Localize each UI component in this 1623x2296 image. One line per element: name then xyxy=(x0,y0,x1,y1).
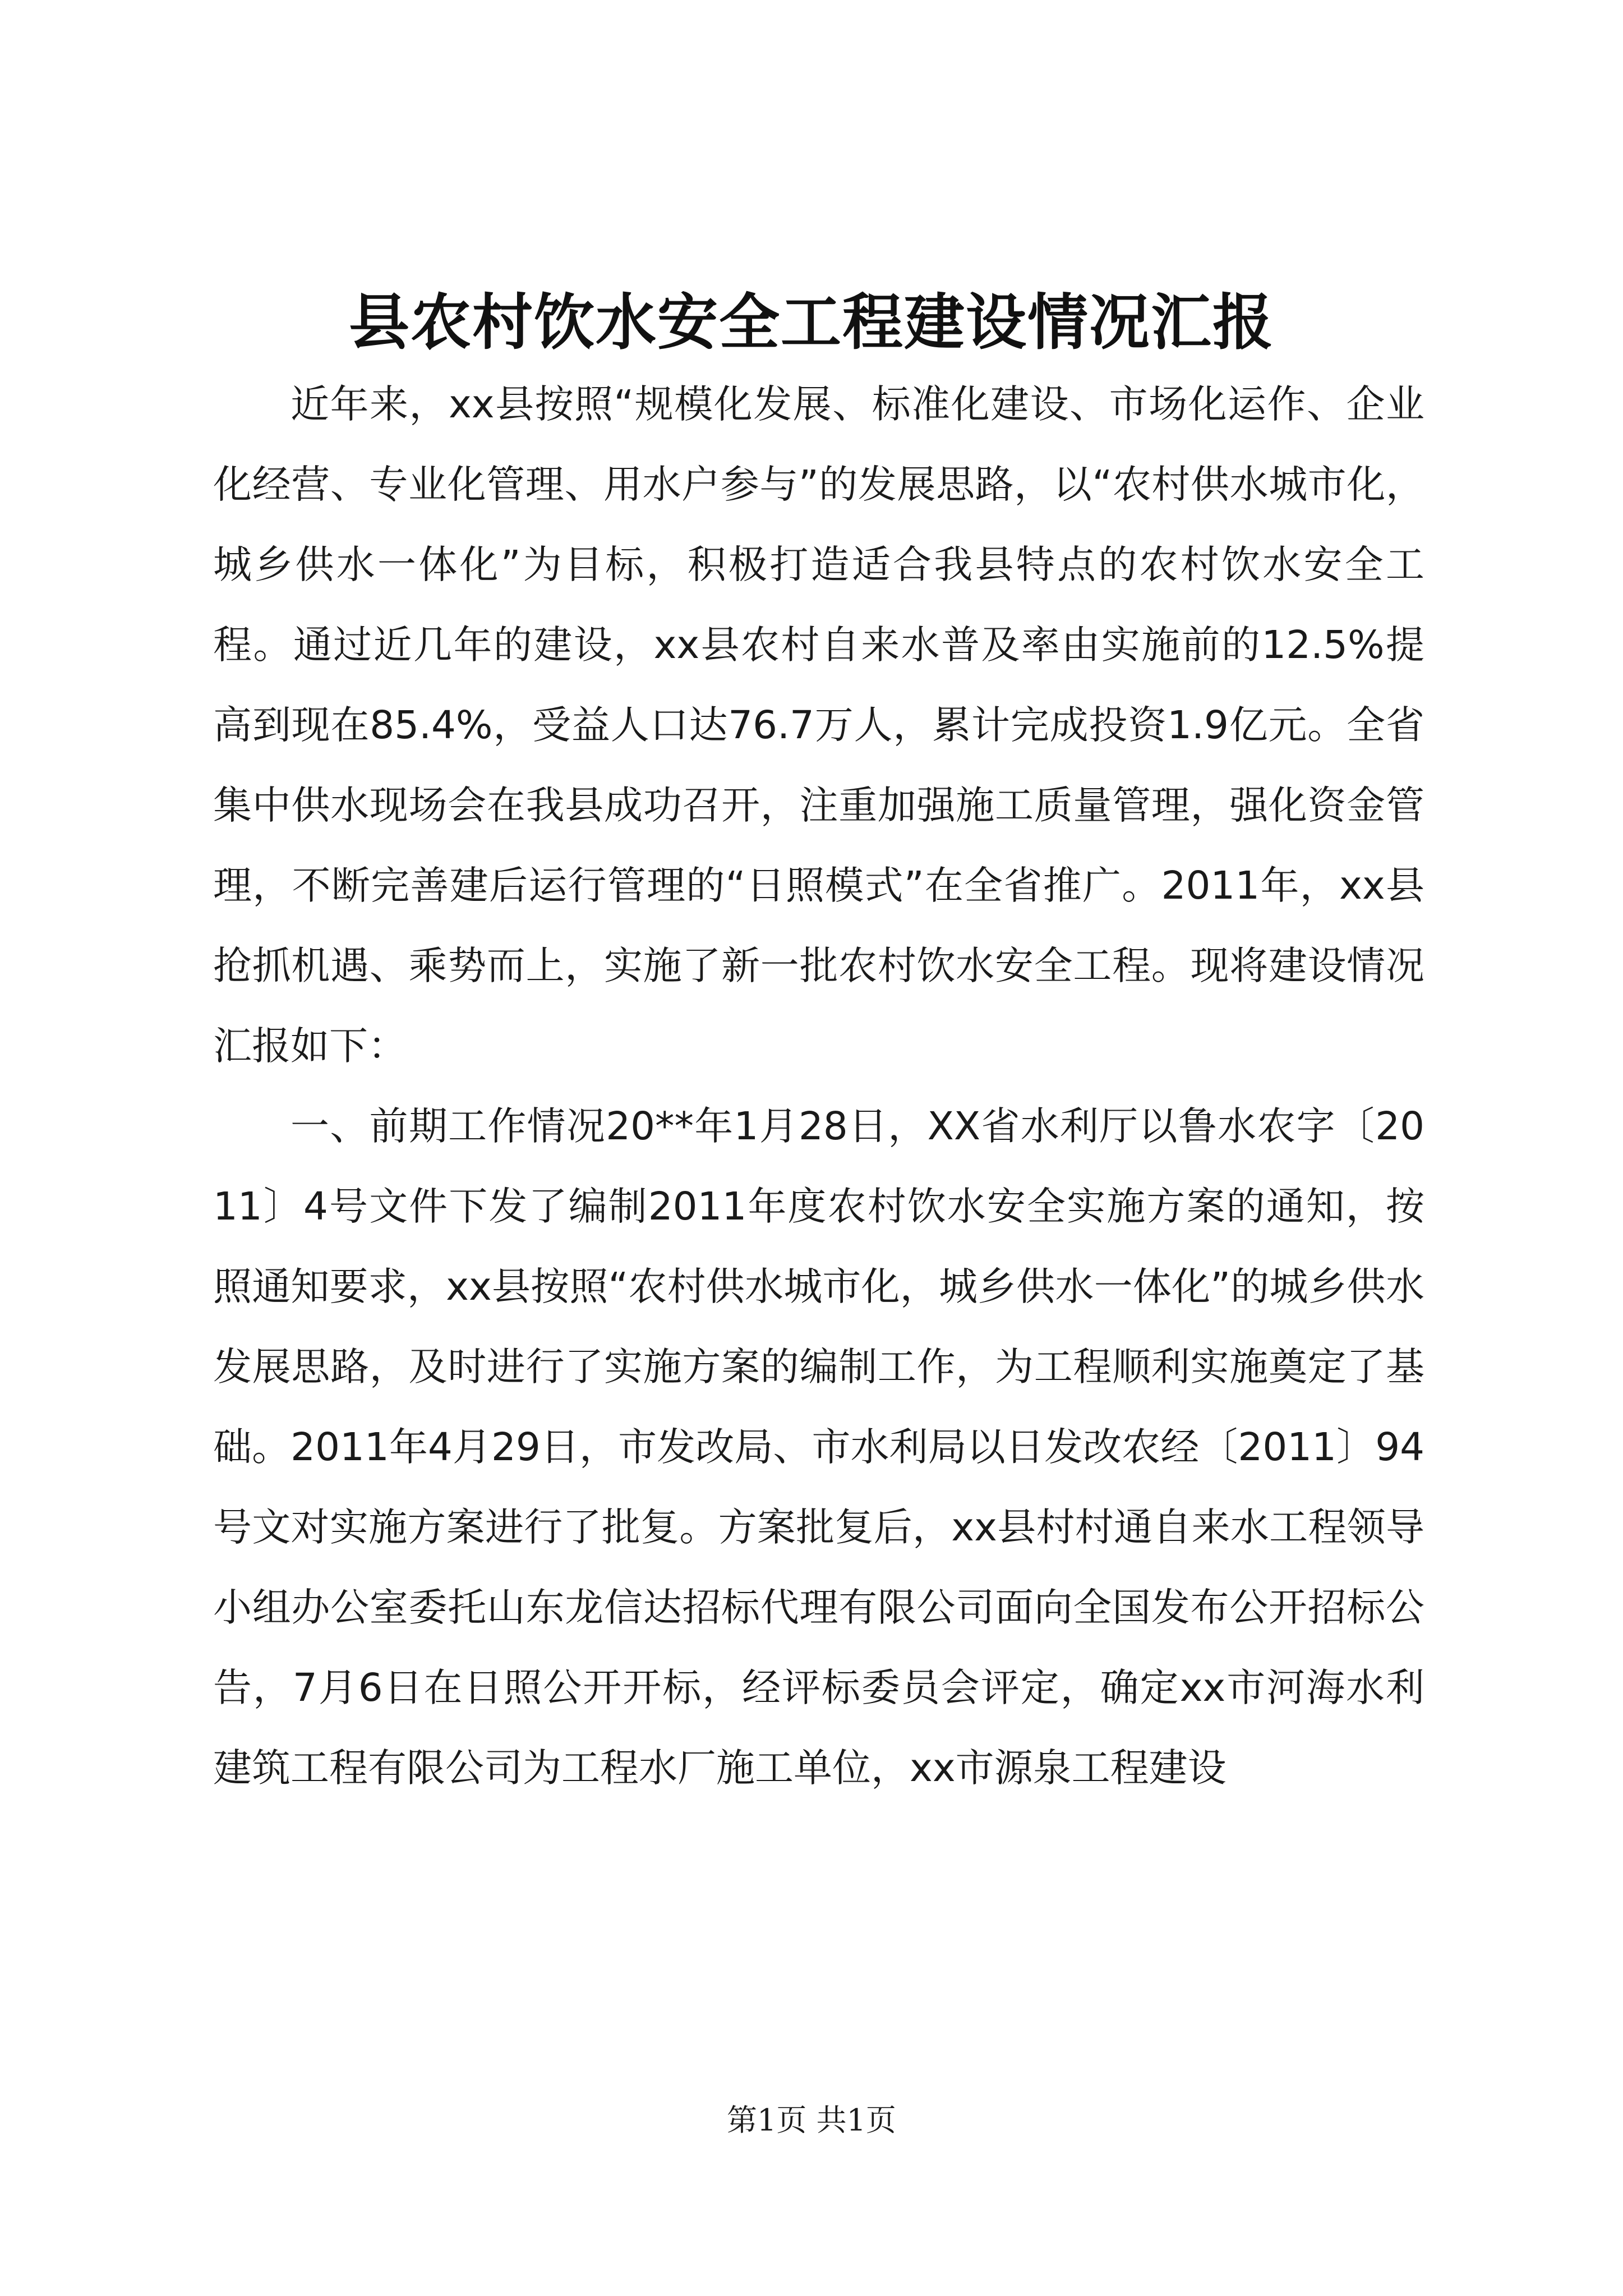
document-title: 县农村饮水安全工程建设情况汇报 xyxy=(348,287,1274,358)
paragraph-intro: 近年来，xx县按照“规模化发展、标准化建设、市场化运作、企业化经营、专业化管理、用水户参与”的发展思路，以“农村供水城市化，城乡供水一体化”为目标，积极打造适合我县特点的农村饮水安全工程。通过近几年的建设，xx县农村自来水普及率由实施前的12.5%提高到现在85.4%，受益人口达76.7万人，累计完成投资1.9亿元。全省集中供水现场会在我县成功召开，注重加强施工质量管理，强化资金管理，不断完善建后运行管理的“日照模式”在全省推广。2011年，xx县抢抓机遇、乘势而上，实施了新一批农村饮水安全工程。现将建设情况汇报如下： xyxy=(213,382,1424,1069)
document-body xyxy=(213,365,1424,1809)
page-number-footer: 第1页 共1页 xyxy=(727,2102,896,2138)
paragraph-preliminary-work: 一、前期工作情况20**年1月28日，XX省水利厅以鲁水农字〔2011〕4号文件下发了编制2011年度农村饮水安全实施方案的通知，按照通知要求，xx县按照“农村供水城市化，城乡供水一体化”的城乡供水发展思路，及时进行了实施方案的编制工作，为工程顺利实施奠定了基础。2011年4月29日，市发改局、市水利局以日发改农经〔2011〕94号文对实施方案进行了批复。方案批复后，xx县村村通自来水工程领导小组办公室委托山东龙信达招标代理有限公司面向全国发布公开招标公告，7月6日在日照公开开标，经评标委员会评定，确定xx市河海水利建筑工程有限公司为工程水厂施工单位，xx市源泉工程建设 xyxy=(213,1104,1424,1791)
